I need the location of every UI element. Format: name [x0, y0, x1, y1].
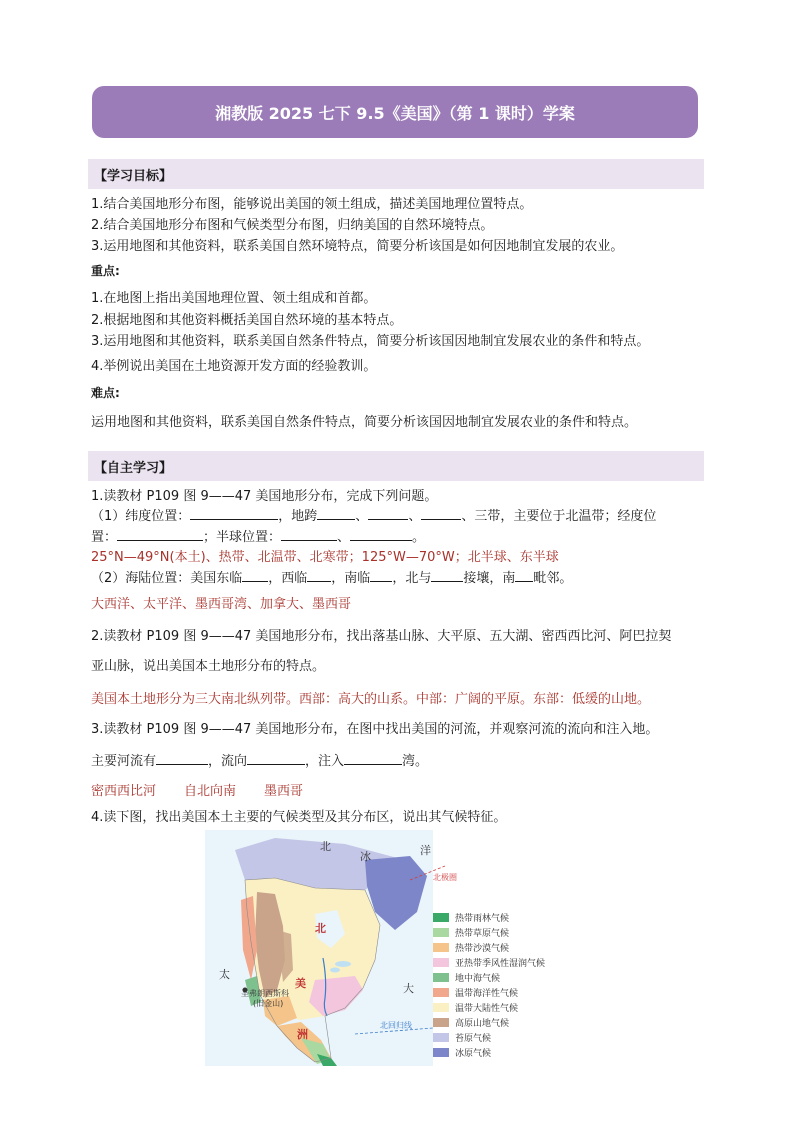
- legend-label: 热带沙漠气候: [455, 944, 510, 954]
- question-1-sub1-cont: 置： ；半球位置： 、 。: [91, 530, 426, 545]
- fill-blank[interactable]: [344, 752, 402, 765]
- legend-swatch: [433, 1033, 449, 1042]
- legend-label: 温带大陆性气候: [455, 1004, 519, 1014]
- legend-item: [433, 1030, 573, 1045]
- legend-label: 苔原气候: [455, 1034, 492, 1044]
- map-label-arctic-circle: 北极圈: [433, 873, 457, 882]
- map-label-bei: 北: [315, 922, 326, 935]
- legend-label: 热带雨林气候: [455, 914, 510, 924]
- legend-swatch: [433, 1048, 449, 1057]
- legend-item: [433, 1045, 573, 1060]
- fill-blank[interactable]: [317, 507, 355, 520]
- objective-item: 2.结合美国地形分布图和气候类型分布图，归纳美国的自然环境特点。: [91, 218, 494, 233]
- map-label-jinshan: (旧金山): [253, 999, 284, 1008]
- question-1-sub1: （1）纬度位置： ，地跨 、 、 、三带，主要位于北温带；经度位: [91, 509, 657, 524]
- answer-1-sub2: 大西洋、太平洋、墨西哥湾、加拿大、墨西哥: [91, 597, 352, 612]
- key-point-item: 3.运用地图和其他资料，联系美国自然条件特点，简要分析该国因地制宜发展农业的条件和特点。: [91, 334, 650, 349]
- answer-3: [91, 780, 303, 799]
- question-4-stem: 4.读下图，找出美国本土主要的气候类型及其分布区，说出其气候特征。: [91, 810, 507, 825]
- legend-item: [433, 1000, 573, 1015]
- legend-item: [433, 925, 573, 940]
- question-3-fill: 主要河流有 ，流向 ，注入 湾。: [91, 754, 429, 769]
- legend-label: 热带草原气候: [455, 929, 510, 939]
- legend-label: 温带海洋性气候: [455, 989, 519, 999]
- legend-swatch: [433, 988, 449, 997]
- legend-item: [433, 1015, 573, 1030]
- fill-blank[interactable]: [515, 569, 533, 582]
- answer-gulf: 墨西哥: [264, 784, 304, 799]
- legend-label: 高原山地气候: [455, 1019, 510, 1029]
- legend-item: [433, 970, 573, 985]
- difficult-points-label: 难点:: [91, 386, 120, 400]
- answer-2: 美国本土地形分为三大南北纵列带。西部：高大的山系。中部：广阔的平原。东部：低缓的山地。: [91, 692, 651, 707]
- fill-blank[interactable]: [281, 528, 337, 541]
- fill-blank[interactable]: [307, 569, 331, 582]
- key-point-item: 2.根据地图和其他资料概括美国自然环境的基本特点。: [91, 313, 403, 328]
- fill-blank[interactable]: [117, 528, 203, 541]
- question-1-sub2: （2）海陆位置：美国东临 ，西临 ，南临 ，北与 接壤，南 毗邻。: [91, 571, 573, 586]
- key-point-item: 4.举例说出美国在土地资源开发方面的经验教训。: [91, 359, 377, 374]
- fill-blank[interactable]: [156, 752, 208, 765]
- difficult-point-text: 运用地图和其他资料，联系美国自然条件特点，简要分析该国因地制宜发展农业的条件和特点。: [91, 415, 638, 430]
- answer-direction: 自北向南: [184, 784, 237, 799]
- map-label-tai: 太: [219, 968, 230, 981]
- fill-blank[interactable]: [242, 569, 268, 582]
- objective-item: 3.运用地图和其他资料，联系美国自然环境特点，简要分析该国是如何因地制宜发展的农业。: [91, 239, 624, 254]
- legend-item: [433, 955, 573, 970]
- legend-label: 亚热带季风性湿润气候: [455, 959, 546, 969]
- map-label-da: 大: [403, 982, 414, 995]
- legend-swatch: [433, 958, 449, 967]
- legend-swatch: [433, 1003, 449, 1012]
- answer-1-sub1: 25°N—49°N(本土)、热带、北温带、北寒带；125°W—70°W；北半球、东半球: [91, 550, 559, 565]
- legend-label: 冰原气候: [455, 1049, 492, 1059]
- legend-swatch: [433, 1018, 449, 1027]
- legend-swatch: [433, 973, 449, 982]
- fill-blank[interactable]: [190, 507, 278, 520]
- map-label-tropic: 北回归线: [380, 1021, 412, 1030]
- climate-legend: [433, 910, 573, 1060]
- legend-label: 地中海气候: [455, 974, 501, 984]
- fill-blank[interactable]: [368, 507, 408, 520]
- answer-river: 密西西比河: [91, 784, 157, 799]
- fill-blank[interactable]: [247, 752, 305, 765]
- legend-swatch: [433, 928, 449, 937]
- page-title-banner: [92, 86, 698, 138]
- question-1-stem: 1.读教材 P109 图 9——47 美国地形分布，完成下列问题。: [91, 489, 438, 504]
- self-study-header: 【自主学习】: [88, 451, 704, 481]
- map-label-ice: 冰: [360, 850, 371, 863]
- map-label-zhou: 洲: [297, 1028, 308, 1041]
- legend-swatch: [433, 913, 449, 922]
- key-point-item: 1.在地图上指出美国地理位置、领土组成和首都。: [91, 291, 377, 306]
- fill-blank[interactable]: [421, 507, 461, 520]
- objectives-header: 【学习目标】: [88, 159, 704, 189]
- legend-item: [433, 985, 573, 1000]
- map-label-ocean: 洋: [420, 844, 431, 857]
- question-2-stem: 2.读教材 P109 图 9——47 美国地形分布，找出落基山脉、大平原、五大湖、密西西比河、阿巴拉契: [91, 629, 672, 644]
- legend-swatch: [433, 943, 449, 952]
- fill-blank[interactable]: [350, 528, 412, 541]
- question-2-stem-cont: 亚山脉，说出美国本土地形分布的特点。: [91, 659, 326, 674]
- map-label-mei: 美: [295, 977, 306, 990]
- map-label-san-francisco: 圣弗朗西斯科: [241, 989, 289, 998]
- legend-item: [433, 940, 573, 955]
- legend-item: [433, 910, 573, 925]
- fill-blank[interactable]: [431, 569, 463, 582]
- key-points-label: 重点:: [91, 264, 120, 278]
- objective-item: 1.结合美国地形分布图，能够说出美国的领土组成，描述美国地理位置特点。: [91, 197, 533, 212]
- map-label-north: 北: [320, 840, 331, 853]
- fill-blank[interactable]: [370, 569, 392, 582]
- page-title: 湘教版 2025 七下 9.5《美国》（第 1 课时）学案: [215, 103, 575, 123]
- question-3-stem: 3.读教材 P109 图 9——47 美国地形分布，在图中找出美国的河流，并观察河流的流向和注入地。: [91, 722, 659, 737]
